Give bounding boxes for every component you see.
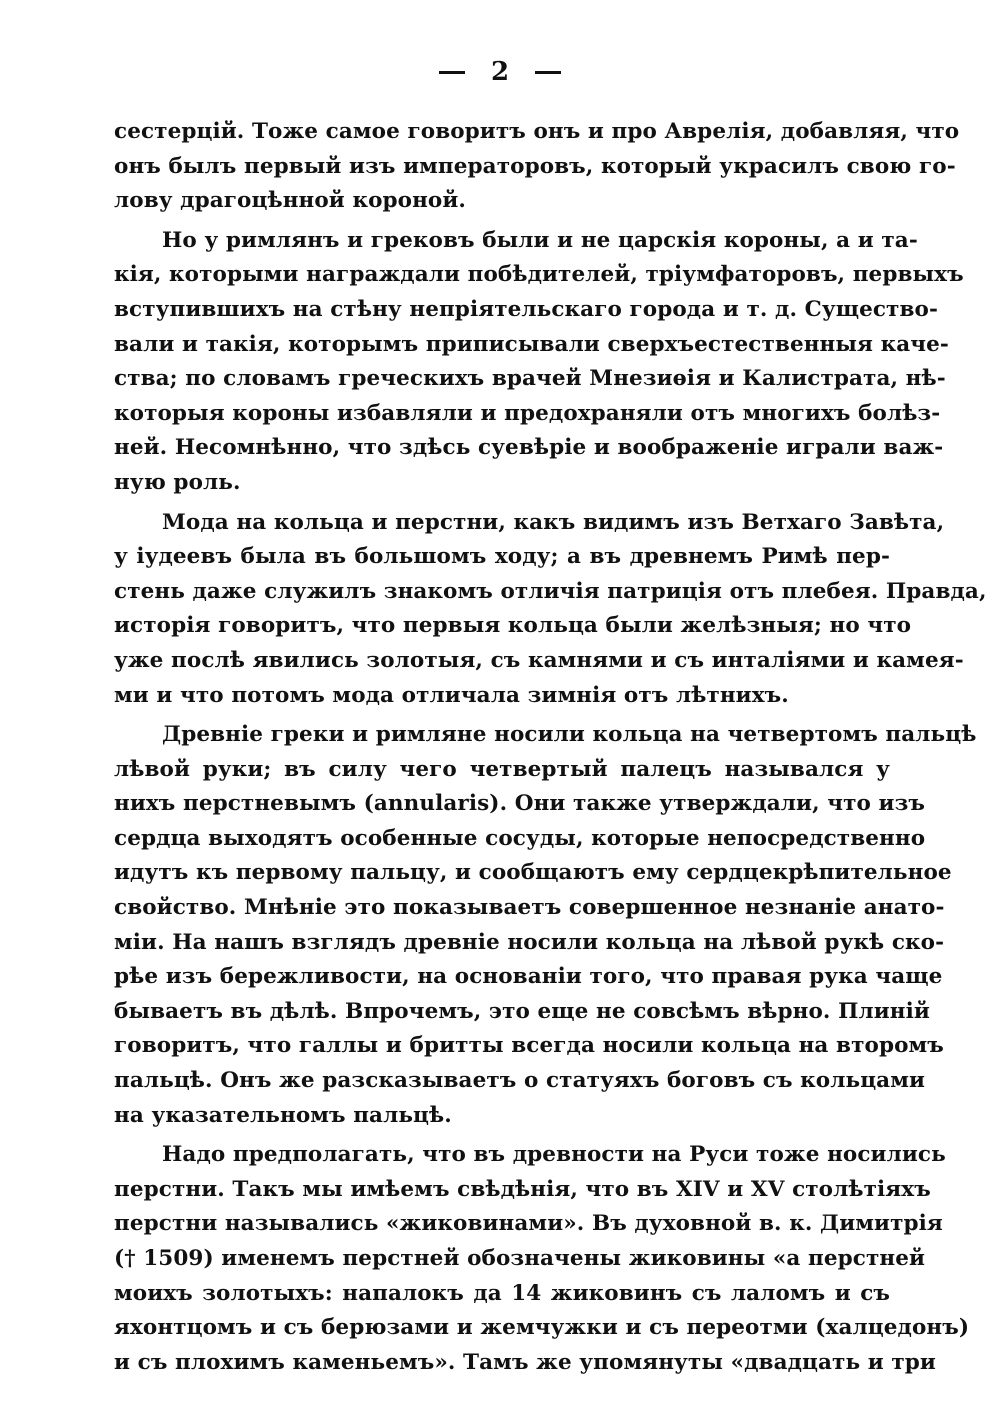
paragraph: [114, 506, 987, 714]
text-line: кія, которыми награждали побѣдителей, тріумфаторовъ, первыхъ: [114, 262, 964, 288]
text-line: нихъ перстневымъ (annularis). Они также утверждали, что изъ: [114, 791, 926, 817]
page-header: [0, 52, 1000, 92]
text-line: ства; по словамъ греческихъ врачей Мнезиѳія и Калистрата, нѣ-: [114, 366, 946, 392]
text-line: и съ плохимъ каменьемъ». Тамъ же упомянуты «двадцать и три: [114, 1349, 936, 1375]
text-line: на указательномъ пальцѣ.: [114, 1102, 452, 1128]
text-line: лову драгоцѣнной короной.: [114, 188, 466, 214]
text-line: міи. На нашъ взглядъ древніе носили кольца на лѣвой рукѣ ско-: [114, 929, 945, 955]
text-line: сестерцій. Тоже самое говоритъ онъ и про Аврелія, добавляя, что: [114, 119, 960, 144]
text-line: стень даже служилъ знакомъ отличія патриція отъ плебея. Правда,: [114, 578, 987, 604]
paragraph: [114, 1138, 970, 1380]
text-line: у іудеевъ была въ большомъ ходу; а въ древнемъ Римѣ пер-: [114, 544, 890, 570]
text-line: моихъ золотыхъ: напалокъ да 14 жиковинъ съ лаломъ и съ: [114, 1280, 890, 1306]
text-line: Но у римлянъ и грековъ были и не царскія короны, а и та-: [162, 227, 918, 253]
text-line: († 1509) именемъ перстней обозначены жиковины «а перстней: [114, 1246, 926, 1271]
text-line: пальцѣ. Онъ же разсказываетъ о статуяхъ боговъ съ кольцами: [114, 1068, 926, 1094]
text-line: ную роль.: [114, 469, 241, 495]
right-dash: [535, 71, 561, 74]
page-number: 2: [490, 57, 510, 87]
text-line: Мода на кольца и перстни, какъ видимъ изъ Ветхаго Завѣта,: [162, 509, 945, 535]
text-line: исторія говоритъ, что первыя кольца были желѣзныя; но что: [114, 613, 912, 639]
text-line: уже послѣ явились золотыя, съ камнями и съ инталіями и камея-: [114, 647, 964, 673]
text-line: яхонтцомъ и съ берюзами и жемчужки и съ переотми (халцедонъ): [114, 1315, 970, 1341]
text-line: говоритъ, что галлы и бритты всегда носили кольца на второмъ: [114, 1033, 944, 1059]
text-line: ми и что потомъ мода отличала зимнія отъ лѣтнихъ.: [114, 682, 789, 708]
text-line: перстни назывались «жиковинами». Въ духовной в. к. Димитрія: [114, 1211, 943, 1237]
text-line: вали и такія, которымъ приписывали сверхъестественныя каче-: [114, 331, 949, 357]
text-line: вступившихъ на стѣну непріятельскаго города и т. д. Существо-: [114, 296, 938, 322]
text-line: идутъ къ первому пальцу, и сообщаютъ ему сердцекрѣпительное: [114, 860, 952, 886]
text-line: бываетъ въ дѣлѣ. Впрочемъ, это еще не совсѣмъ вѣрно. Плиній: [114, 998, 930, 1024]
left-dash: [439, 71, 465, 74]
text-line: Древніе греки и римляне носили кольца на четвертомъ пальцѣ: [162, 722, 977, 748]
text-line: свойство. Мнѣніе это показываетъ совершенное незнаніе анато-: [114, 895, 945, 921]
paragraph: [114, 718, 977, 1133]
text-line: которыя короны избавляли и предохраняли отъ многихъ болѣз-: [114, 400, 941, 426]
text-body: [114, 115, 987, 1385]
text-line: онъ былъ первый изъ императоровъ, который украсилъ свою го-: [114, 153, 956, 179]
text-line: Надо предполагать, что въ древности на Руси тоже носились: [162, 1142, 946, 1168]
text-line: перстни. Такъ мы имѣемъ свѣдѣнія, что въ XIV и XV столѣтіяхъ: [114, 1176, 931, 1202]
paragraph: [114, 115, 960, 219]
text-line: рѣе изъ бережливости, на основаніи того, что правая рука чаще: [114, 964, 943, 990]
text-line: сердца выходятъ особенные сосуды, которые непосредственно: [114, 825, 926, 851]
text-line: лѣвой руки; въ силу чего четвертый палецъ назывался у: [114, 756, 890, 782]
text-line: ней. Несомнѣнно, что здѣсь суевѣріе и воображеніе играли важ-: [114, 435, 944, 461]
paragraph: [114, 224, 964, 501]
